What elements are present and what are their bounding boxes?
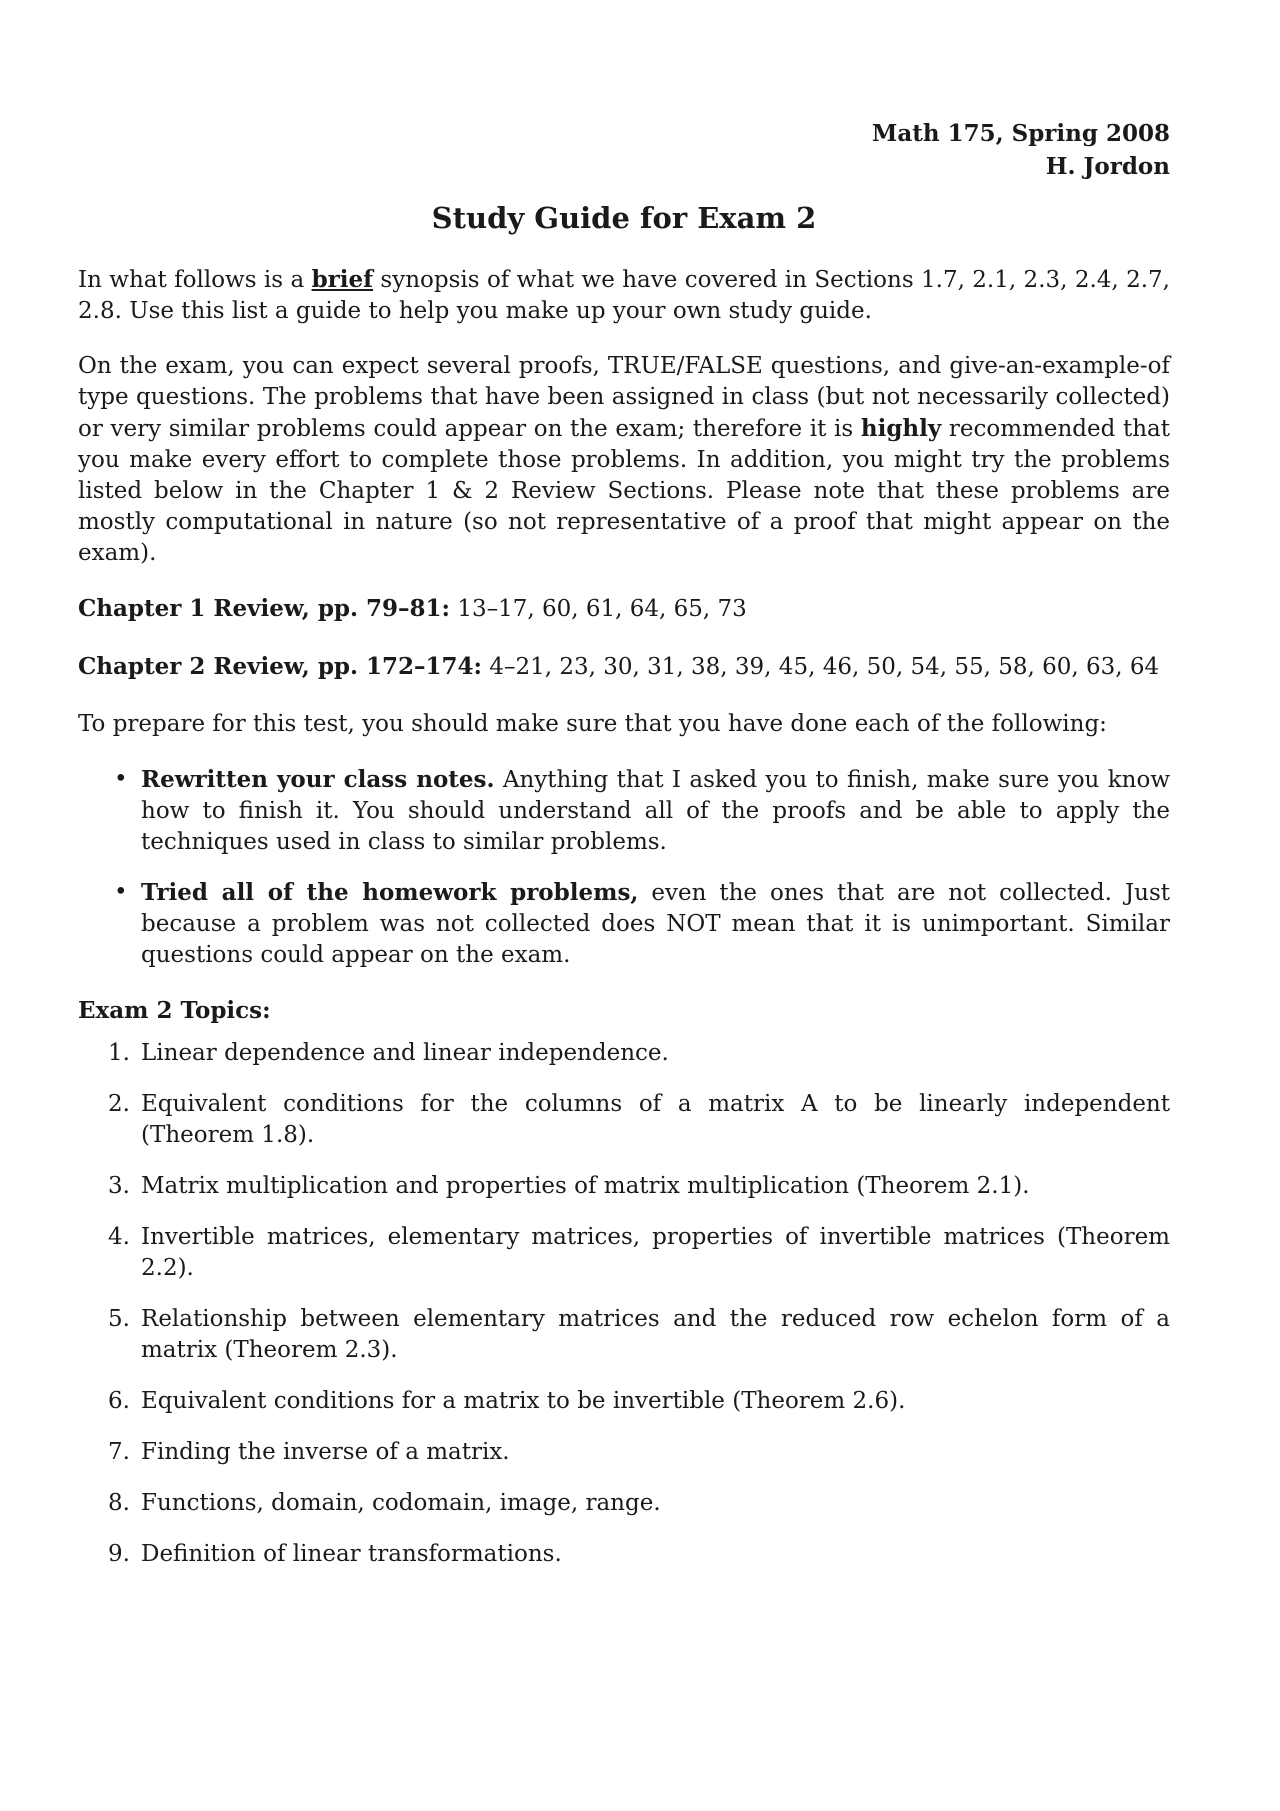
topic-number: 5.	[108, 1306, 130, 1332]
intro-emphasis: brief	[311, 266, 374, 293]
document-body	[78, 264, 1170, 1590]
topic-number: 7.	[108, 1439, 130, 1465]
intro-text-start: In what follows is a	[78, 267, 312, 293]
topic-text: Definition of linear transformations.	[141, 1541, 562, 1567]
list-item	[78, 1089, 1170, 1151]
topic-text: Relationship between elementary matrices and the reduced row echelon form of a matrix (Theorem 2.3).	[141, 1306, 1170, 1363]
topic-number: 3.	[108, 1173, 130, 1199]
topic-text: Linear dependence and linear independence.	[141, 1040, 669, 1066]
topic-text: Invertible matrices, elementary matrices, properties of invertible matrices (Theorem 2.2).	[141, 1224, 1170, 1281]
list-item	[78, 1488, 1170, 1519]
document-header	[872, 117, 1170, 183]
list-item	[78, 1304, 1170, 1366]
topic-text: Functions, domain, codomain, image, range.	[141, 1490, 661, 1516]
exam-info-text-end: recommended that you make every effort to complete those problems. In addition, you might try the problems listed below in the Chapter 1 & 2 Review Sections. Please note that these problems are mostly computational in nature (so not representative of a proof that might appear on the exam).	[78, 416, 1170, 566]
preparation-list	[78, 764, 1170, 971]
topic-number: 1.	[108, 1040, 130, 1066]
topic-number: 8.	[108, 1490, 130, 1516]
bullet-text: Anything that I asked you to finish, make sure you know how to finish it. You should understand all of the proofs and be able to apply the techniques used in class to similar problems.	[141, 767, 1171, 855]
list-item	[78, 1038, 1170, 1069]
bullet-heading: Rewritten your class notes.	[141, 766, 495, 793]
chapter-1-review-problems: 13–17, 60, 61, 64, 65, 73	[450, 596, 747, 622]
intro-text-end: synopsis of what we have covered in Sections 1.7, 2.1, 2.3, 2.4, 2.7, 2.8. Use this list a guide to help you make up your own study guide.	[78, 267, 1170, 324]
bullet-icon: •	[114, 766, 128, 792]
list-item	[78, 1539, 1170, 1570]
list-item	[78, 1222, 1170, 1284]
chapter-2-review-problems: 4–21, 23, 30, 31, 38, 39, 45, 46, 50, 54, 55, 58, 60, 63, 64	[482, 654, 1160, 680]
topic-number: 4.	[108, 1224, 130, 1250]
instructor-line: H. Jordon	[1045, 153, 1170, 180]
topic-text: Equivalent conditions for a matrix to be invertible (Theorem 2.6).	[141, 1388, 906, 1414]
course-line: Math 175, Spring 2008	[871, 120, 1170, 147]
topic-number: 6.	[108, 1388, 130, 1414]
topic-text: Matrix multiplication and properties of matrix multiplication (Theorem 2.1).	[141, 1173, 1030, 1199]
list-item	[78, 1386, 1170, 1417]
bullet-icon: •	[114, 879, 128, 905]
chapter-2-review-label: Chapter 2 Review, pp. 172–174:	[78, 653, 483, 680]
list-item	[78, 764, 1170, 858]
topics-list	[78, 1038, 1170, 1570]
bullet-heading: Tried all of the homework problems,	[141, 879, 639, 906]
bullet-text: even the ones that are not collected. Just because a problem was not collected does NOT mean that it is unimportant. Similar questions could appear on the exam.	[141, 880, 1170, 968]
list-item	[78, 877, 1170, 971]
chapter-2-review	[78, 651, 1170, 683]
list-item	[78, 1171, 1170, 1202]
page-title: Study Guide for Exam 2	[431, 201, 817, 235]
prepare-intro: To prepare for this test, you should make sure that you have done each of the following:	[78, 711, 1107, 737]
topic-text: Equivalent conditions for the columns of a matrix A to be linearly independent (Theorem 1.8).	[141, 1091, 1170, 1148]
chapter-1-review	[78, 593, 1170, 625]
intro-paragraph	[78, 264, 1170, 327]
exam-info-emphasis: highly	[860, 415, 942, 442]
exam-info-text-start: On the exam, you can expect several proofs, TRUE/FALSE questions, and give-an-example-of type questions. The problems that have been assigned in class (but not necessarily collected) or very similar problems could appear on the exam; therefore it is	[78, 353, 1170, 442]
topic-number: 9.	[108, 1541, 130, 1567]
topics-heading: Exam 2 Topics:	[78, 997, 271, 1024]
topic-number: 2.	[108, 1091, 130, 1117]
topic-text: Finding the inverse of a matrix.	[141, 1439, 510, 1465]
chapter-1-review-label: Chapter 1 Review, pp. 79–81:	[78, 595, 451, 622]
list-item	[78, 1437, 1170, 1468]
exam-info-paragraph	[78, 351, 1170, 569]
